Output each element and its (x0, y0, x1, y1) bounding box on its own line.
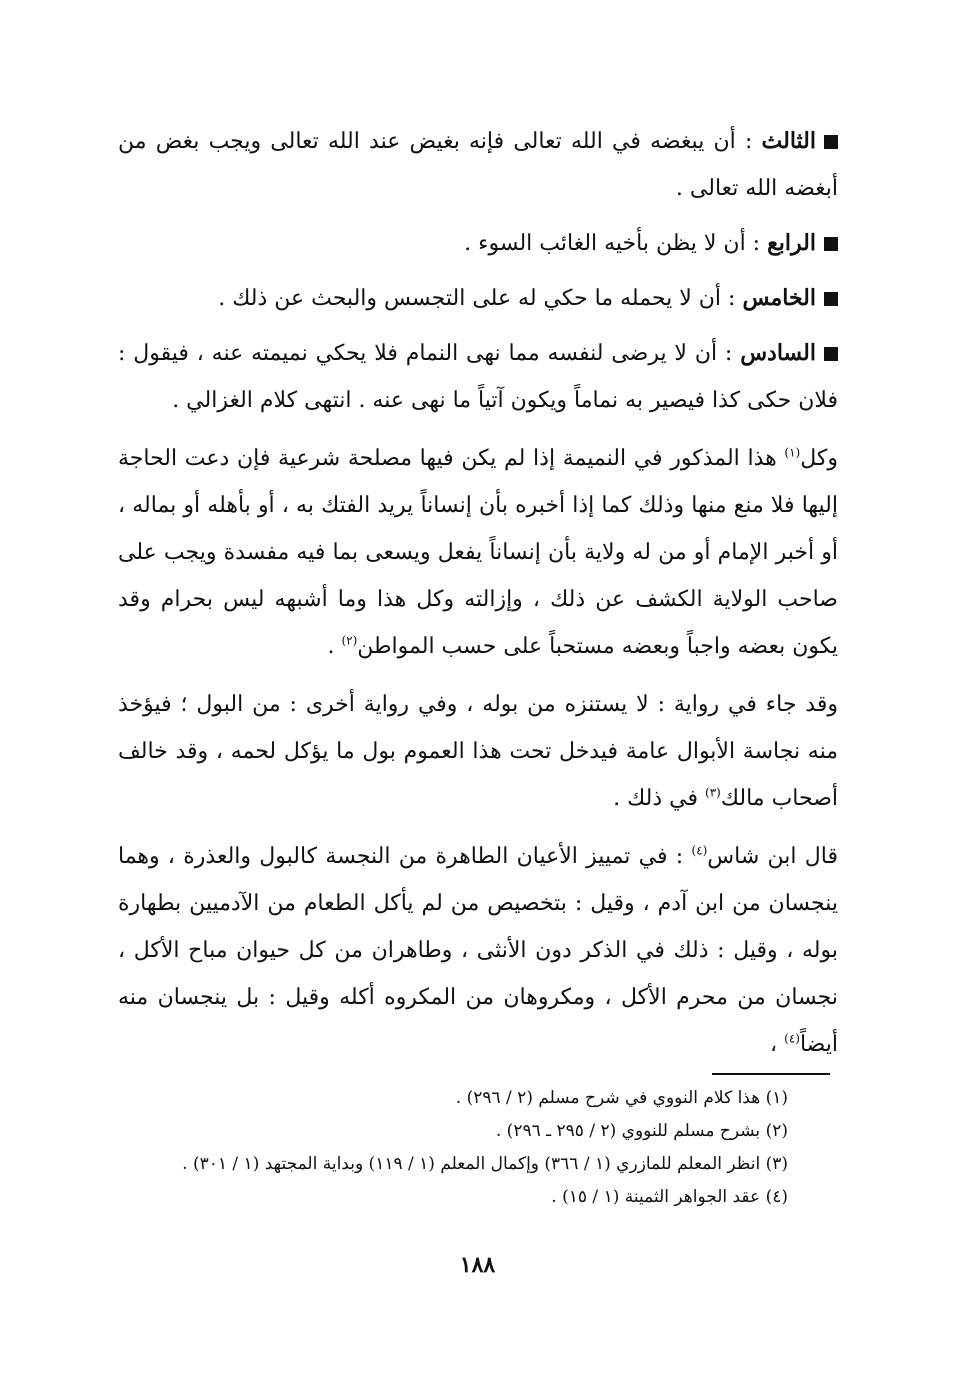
paragraph-third (118, 118, 838, 212)
paragraph-label: الرابع (767, 230, 816, 256)
paragraph-text: . (327, 634, 342, 659)
square-bullet-icon (824, 292, 838, 306)
paragraph-text: : أن لا يرضى لنفسه مما نهى النمام فلا يحكي نميمته عنه ، فيقول : فلان حكى كذا فيصير به نماماً ويكون آتياً ما نهى عنه . انتهى كلام الغزالي . (118, 341, 838, 413)
paragraph-namima (118, 435, 838, 670)
footnote-divider (712, 1073, 830, 1075)
footnote-ref[interactable]: (٤) (691, 843, 708, 858)
paragraph-text: قال ابن شاس (707, 844, 838, 869)
page-body (118, 118, 838, 1079)
footnote-item: (٢) بشرح مسلم للنووي (٢ / ٢٩٥ ـ ٢٩٦) . (495, 1121, 788, 1141)
paragraph-text: : أن لا يحمله ما حكي له على التجسس والبحث عن ذلك . (218, 286, 743, 311)
paragraph-text: في ذلك . (613, 786, 706, 811)
paragraph-text: ، (770, 1032, 785, 1057)
paragraph-text: : في تمييز الأعيان الطاهرة من النجسة كالبول والعذرة ، وهما ينجسان من ابن آدم ، وقيل : بتخصيص من لم يأكل الطعام من الآدميين بطهارة بوله ، وقيل : ذلك في الذكر دون الأنثى ، وطاهران من كل حيوان مباح الأكل ، نجسان من محرم الأكل ، ومكروهان من المكروه أكله وقيل : بل ينجسان منه أيضاً (118, 844, 838, 1057)
square-bullet-icon (824, 135, 838, 149)
square-bullet-icon (824, 347, 838, 361)
paragraph-text: وكل (800, 446, 838, 471)
paragraph-ibn-shas (118, 833, 838, 1068)
paragraph-text: وقد جاء في رواية : لا يستنزه من بوله ، وفي رواية أخرى : من البول ؛ فيؤخذ منه نجاسة الأبوال عامة فيدخل تحت هذا العموم بول ما يؤكل لحمه ، وقد خالف أصحاب مالك (118, 692, 838, 811)
footnote-ref[interactable]: (٤) (784, 1031, 800, 1046)
footnotes (118, 1082, 838, 1214)
paragraph-text: هذا المذكور في النميمة إذا لم يكن فيها مصلحة شرعية فإن دعت الحاجة إليها فلا منع منها وذلك كما إذا أخبره بأن إنساناً يريد الفتك به ، أو بأهله أو بماله ، أو أخبر الإمام أو من له ولاية بأن إنساناً يفعل ويسعى بما فيه مفسدة ويجب على صاحب الولاية الكشف عن ذلك ، وإزالته وكل هذا وما أشبهه ليس بحرام وقد يكون بعضه واجباً وبعضه مستحباً على حسب المواطن (118, 446, 838, 659)
paragraph-sixth (118, 330, 838, 424)
footnote-ref[interactable]: (٣) (705, 785, 721, 800)
paragraph-text: : أن يبغضه في الله تعالى فإنه بغيض عند الله تعالى ويجب بغض من أبغضه الله تعالى . (118, 129, 838, 201)
footnote-ref[interactable]: (٢) (341, 633, 358, 648)
page-number: ١٨٨ (459, 1252, 496, 1278)
footnote-ref[interactable]: (١) (784, 445, 801, 460)
paragraph-riwaya (118, 681, 838, 822)
paragraph-label: السادس (740, 340, 816, 366)
paragraph-label: الثالث (761, 128, 816, 154)
paragraph-label: الخامس (742, 285, 816, 311)
footnote-item: (١) هذا كلام النووي في شرح مسلم (٢ / ٢٩٦) . (455, 1088, 788, 1108)
footnote-item: (٤) عقد الجواهر الثمينة (١ / ١٥) . (551, 1187, 788, 1207)
paragraph-fifth (118, 275, 838, 322)
square-bullet-icon (824, 237, 838, 251)
paragraph-fourth (118, 220, 838, 267)
paragraph-text: : أن لا يظن بأخيه الغائب السوء . (464, 231, 768, 256)
footnote-item: (٣) انظر المعلم للمازري (١ / ٣٦٦) وإكمال المعلم (١ / ١١٩) وبداية المجتهد (١ / ٣٠١) . (182, 1154, 788, 1174)
